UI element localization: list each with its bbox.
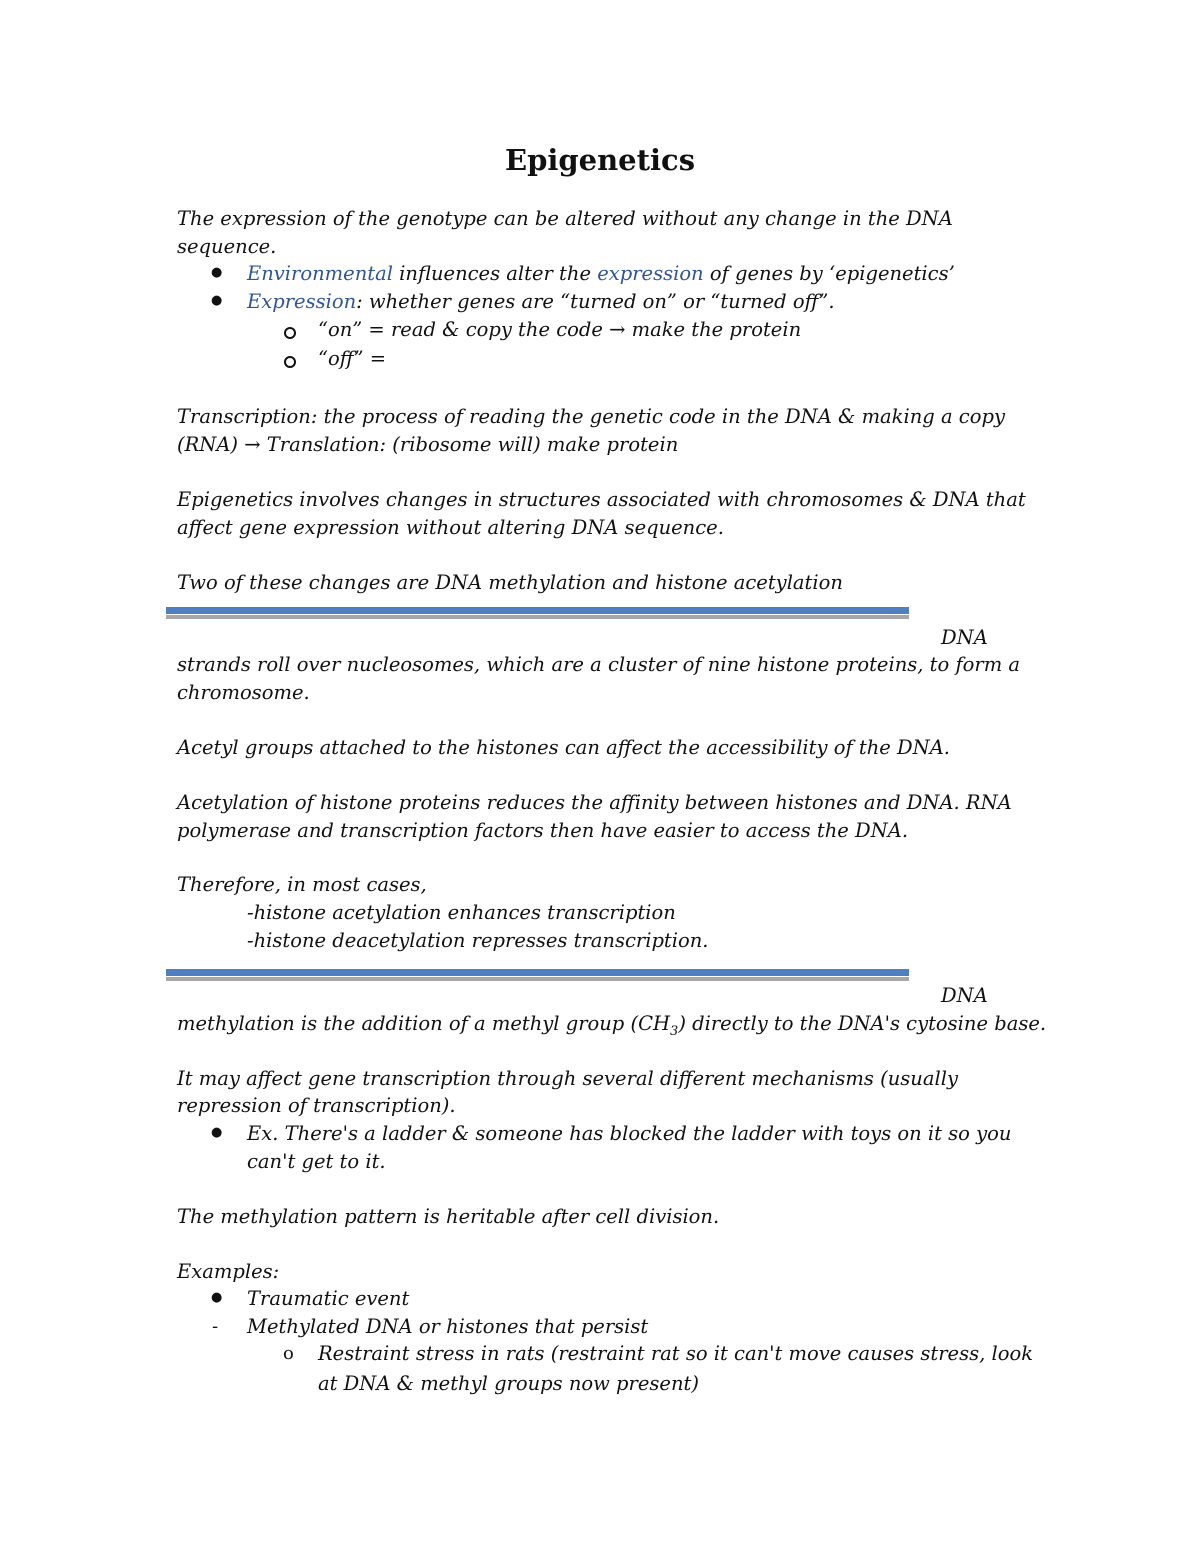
intro-line-1: The expression of the genotype can be altered without any change in the DNA — [177, 207, 953, 230]
methylation-def-line — [177, 1010, 1046, 1038]
example-methylated: Methylated DNA or histones that persist — [247, 1315, 649, 1338]
term-expression: expression — [597, 262, 704, 285]
nucleosome-line-1: strands roll over nucleosomes, which are a cluster of nine histone proteins, to form a — [177, 653, 1021, 676]
nucleosome-line-2: chromosome. — [177, 681, 310, 704]
transcription-line-2: (RNA) → Translation: (ribosome will) make protein — [177, 433, 679, 456]
epigenetics-def-line-1: Epigenetics involves changes in structures associated with chromosomes & DNA that — [177, 488, 1026, 511]
page-title: Epigenetics — [504, 143, 696, 177]
example-traumatic: Traumatic event — [247, 1287, 410, 1310]
example-rats-line-2: at DNA & methyl groups now present) — [318, 1372, 699, 1395]
o-marker: o — [283, 1343, 294, 1364]
section2-lead: DNA — [941, 984, 988, 1007]
acetylation-line-1: Acetylation of histone proteins reduces the affinity between histones and DNA. RNA — [177, 791, 1012, 814]
methylation-def-pre: methylation is the addition of a methyl group (CH — [177, 1012, 671, 1035]
bullet-expression-rest: : whether genes are “turned on” or “turned off”. — [356, 290, 835, 313]
example-rats-line-1: Restraint stress in rats (restraint rat so it can't move causes stress, look — [318, 1342, 1034, 1365]
two-changes-line: Two of these changes are DNA methylation and histone acetylation — [177, 571, 843, 594]
intro-line-2: sequence. — [177, 235, 277, 258]
circle-bullet-icon — [284, 356, 296, 368]
represses-line: -histone deacetylation represses transcription. — [247, 929, 709, 952]
term-environmental: Environmental — [247, 262, 393, 285]
bullet-expression — [247, 288, 835, 316]
acetylation-line-2: polymerase and transcription factors then have easier to access the DNA. — [177, 819, 909, 842]
dash-marker: - — [212, 1316, 219, 1337]
epigenetics-def-line-2: affect gene expression without altering DNA sequence. — [177, 516, 724, 539]
ladder-example-line-2: can't get to it. — [247, 1150, 386, 1173]
circle-bullet-icon — [284, 327, 296, 339]
methyl-subscript: 3 — [670, 1023, 679, 1039]
affect-line-2: repression of transcription). — [177, 1094, 456, 1117]
transcription-line-1: Transcription: the process of reading the genetic code in the DNA & making a copy — [177, 405, 1005, 428]
section-divider — [166, 969, 909, 981]
term-expression-def: Expression — [247, 290, 357, 313]
bullet-icon: ● — [211, 293, 223, 308]
methylation-def-post: ) directly to the DNA's cytosine base. — [678, 1012, 1047, 1035]
sub-bullet-on: “on” = read & copy the code → make the protein — [318, 318, 802, 341]
therefore-line: Therefore, in most cases, — [177, 873, 427, 896]
bullet-icon: ● — [211, 265, 223, 280]
section1-lead: DNA — [941, 626, 988, 649]
bullet-environmental-mid: influences alter the — [392, 262, 598, 285]
ladder-example-line-1: Ex. There's a ladder & someone has blocked the ladder with toys on it so you — [247, 1122, 1012, 1145]
heritable-line: The methylation pattern is heritable after cell division. — [177, 1205, 720, 1228]
affect-line-1: It may affect gene transcription through several different mechanisms (usually — [177, 1067, 958, 1090]
bullet-environmental — [247, 260, 955, 288]
acetyl-groups-line: Acetyl groups attached to the histones can affect the accessibility of the DNA. — [177, 736, 950, 759]
bullet-icon: ● — [211, 1125, 223, 1140]
bullet-environmental-rest: of genes by ‘epigenetics’ — [703, 262, 955, 285]
section-divider — [166, 607, 909, 619]
sub-bullet-off: “off” = — [318, 347, 387, 370]
bullet-icon: ● — [211, 1290, 223, 1305]
enhances-line: -histone acetylation enhances transcription — [247, 901, 676, 924]
examples-heading: Examples: — [177, 1260, 280, 1283]
